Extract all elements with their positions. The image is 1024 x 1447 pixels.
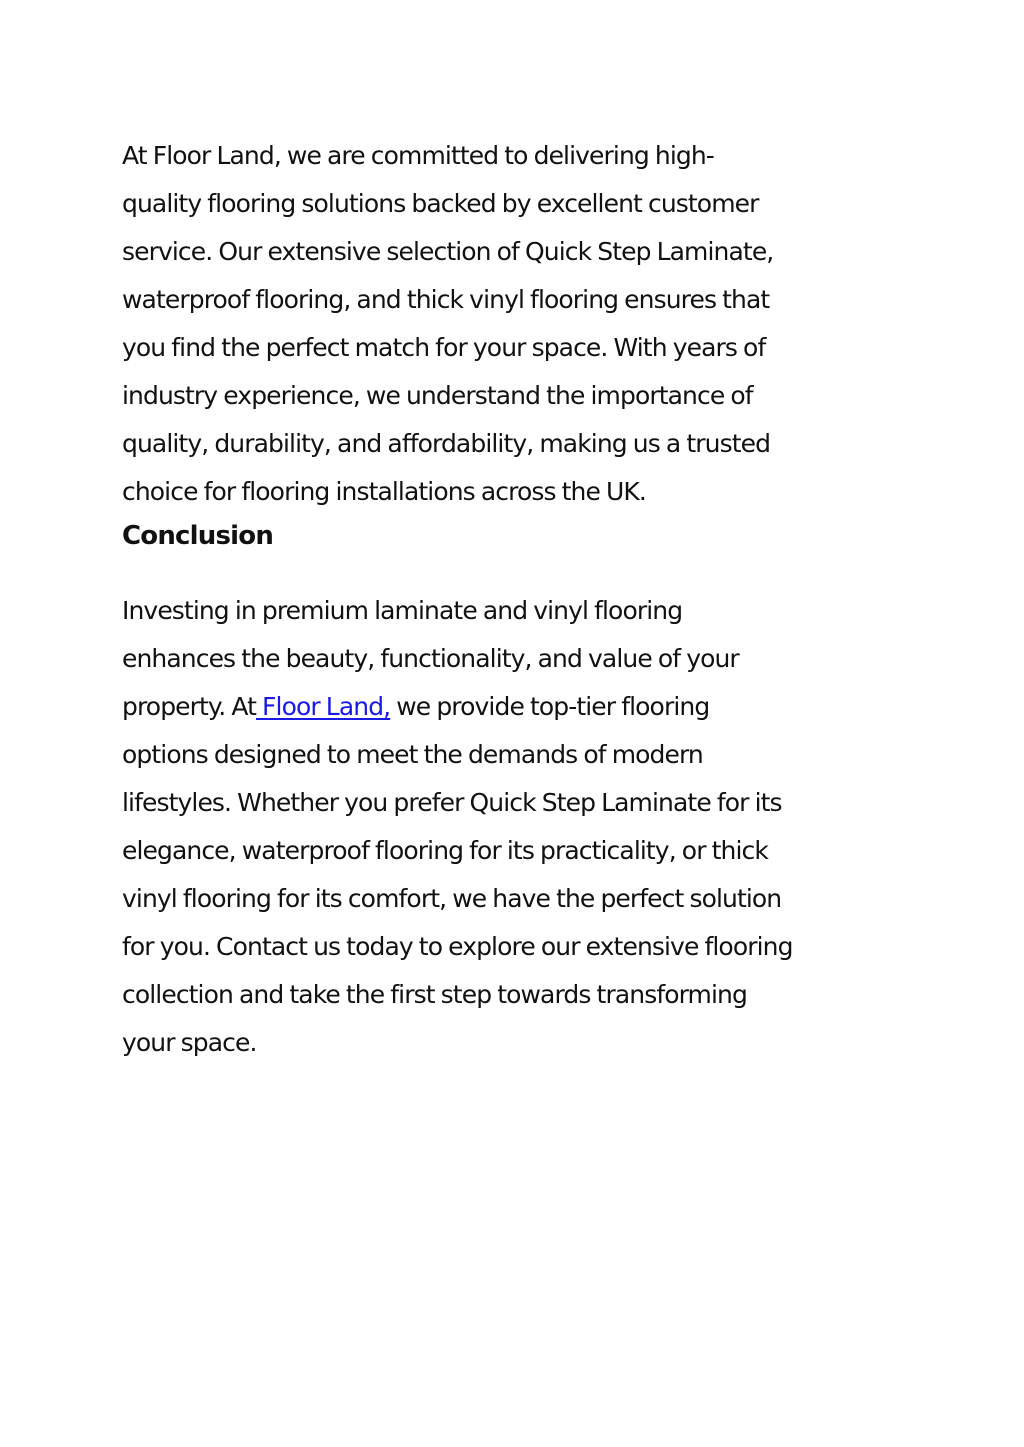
conclusion-line: enhances the beauty, functionality, and value of your <box>122 644 739 673</box>
conclusion-line: your space. <box>122 1028 257 1057</box>
document-body <box>122 132 902 1067</box>
intro-line: you find the perfect match for your space. With years of <box>122 333 766 362</box>
intro-line: At Floor Land, we are committed to delivering high- <box>122 141 714 170</box>
conclusion-line: for you. Contact us today to explore our extensive flooring <box>122 932 793 961</box>
intro-paragraph <box>122 132 902 516</box>
link-line-after: we provide top-tier flooring <box>390 692 710 721</box>
intro-line: waterproof flooring, and thick vinyl flooring ensures that <box>122 285 770 314</box>
intro-line: choice for flooring installations across the UK. <box>122 477 646 506</box>
conclusion-line: options designed to meet the demands of modern <box>122 740 703 769</box>
intro-line: industry experience, we understand the importance of <box>122 381 753 410</box>
conclusion-line: elegance, waterproof flooring for its practicality, or thick <box>122 836 768 865</box>
conclusion-line: vinyl flooring for its comfort, we have the perfect solution <box>122 884 782 913</box>
conclusion-line: lifestyles. Whether you prefer Quick Step Laminate for its <box>122 788 782 817</box>
intro-line: quality flooring solutions backed by excellent customer <box>122 189 759 218</box>
link-line-before: property. At <box>122 692 257 721</box>
intro-line: quality, durability, and affordability, making us a trusted <box>122 429 771 458</box>
conclusion-line: Investing in premium laminate and vinyl flooring <box>122 596 683 625</box>
floor-land-link[interactable]: Floor Land, <box>256 692 391 721</box>
conclusion-link-line <box>122 683 902 731</box>
intro-line: service. Our extensive selection of Quick Step Laminate, <box>122 237 774 266</box>
conclusion-line: collection and take the first step towards transforming <box>122 980 747 1009</box>
conclusion-paragraph <box>122 587 902 1067</box>
conclusion-heading: Conclusion <box>122 521 274 551</box>
